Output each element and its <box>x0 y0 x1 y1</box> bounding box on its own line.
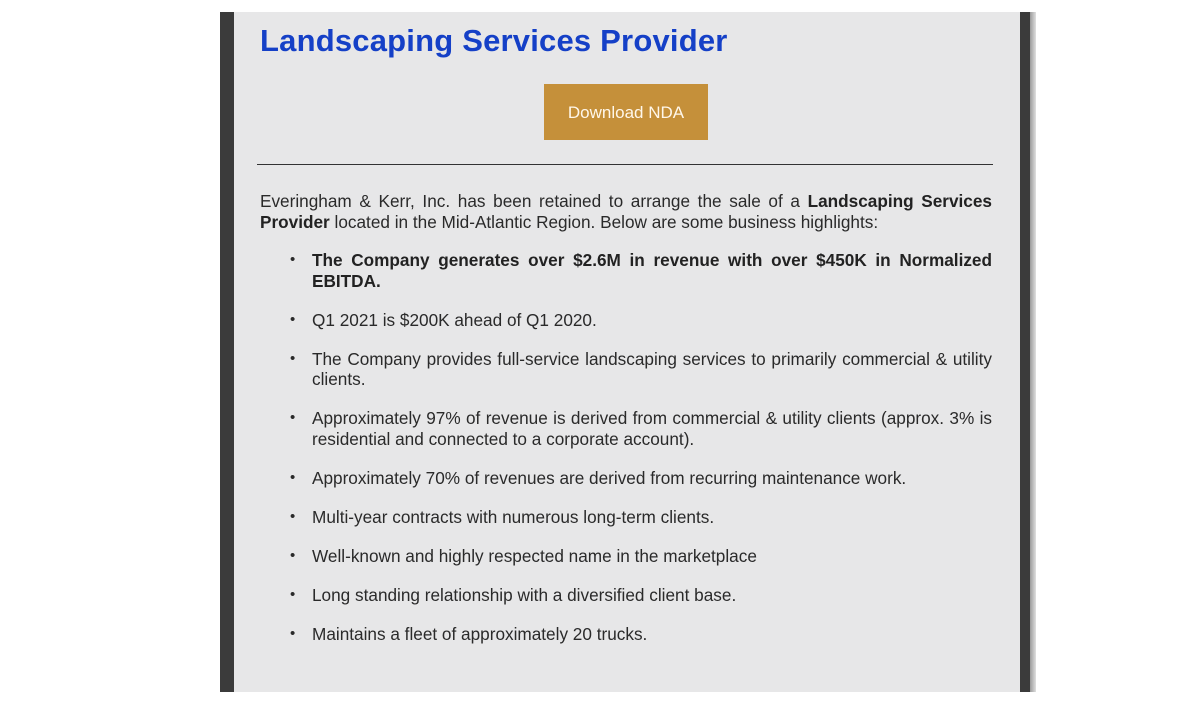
list-item-text: Q1 2021 is $200K ahead of Q1 2020. <box>312 309 597 330</box>
list-item-text: Approximately 70% of revenues are derived from recurring maintenance work. <box>312 467 907 488</box>
listing-content <box>260 12 992 663</box>
download-nda-button[interactable]: Download NDA <box>544 84 708 140</box>
list-item <box>290 584 992 606</box>
intro-text-end: located in the Mid-Atlantic Region. Below are some business highlights: <box>329 211 879 232</box>
list-item-text: Long standing relationship with a diversified client base. <box>312 584 737 605</box>
button-row <box>260 84 992 140</box>
list-item <box>290 545 992 567</box>
email-panel <box>220 12 1034 692</box>
panel-shadow <box>1030 12 1036 692</box>
bullet-dot-icon: • <box>290 546 296 564</box>
list-item-text: The Company generates over $2.6M in revenue with over $450K in Normalized EBITDA. <box>312 250 992 291</box>
intro-text-start: Everingham & Kerr, Inc. has been retained to arrange the sale of a <box>260 191 808 211</box>
list-item <box>290 623 992 645</box>
bullet-dot-icon: • <box>290 409 296 426</box>
list-item <box>290 408 992 449</box>
list-item-text: The Company provides full-service landscaping services to primarily commercial & utility clients. <box>312 348 992 389</box>
page-title: Landscaping Services Provider <box>260 23 728 58</box>
bullet-dot-icon: • <box>290 585 296 603</box>
list-item <box>290 309 992 331</box>
list-item-text: Approximately 97% of revenue is derived from commercial & utility clients (approx. 3% is residential and connected to a corporate account). <box>312 408 992 449</box>
list-item-text: Maintains a fleet of approximately 20 trucks. <box>312 623 648 644</box>
list-item <box>290 467 992 489</box>
bullet-dot-icon: • <box>290 310 296 328</box>
bullet-dot-icon: • <box>290 251 296 268</box>
list-item-text: Well-known and highly respected name in the marketplace <box>312 545 757 566</box>
bullet-dot-icon: • <box>290 507 296 525</box>
intro-bold-text: Landscaping Services Provider <box>260 191 992 232</box>
list-item-text: Multi-year contracts with numerous long-term clients. <box>312 506 715 527</box>
highlights-list <box>260 250 992 644</box>
divider <box>257 164 993 165</box>
bullet-dot-icon: • <box>290 349 296 367</box>
list-item <box>290 250 992 291</box>
intro-paragraph <box>260 191 992 232</box>
bullet-dot-icon: • <box>290 468 296 486</box>
list-item <box>290 348 992 390</box>
list-item <box>290 506 992 528</box>
bullet-dot-icon: • <box>290 624 296 642</box>
